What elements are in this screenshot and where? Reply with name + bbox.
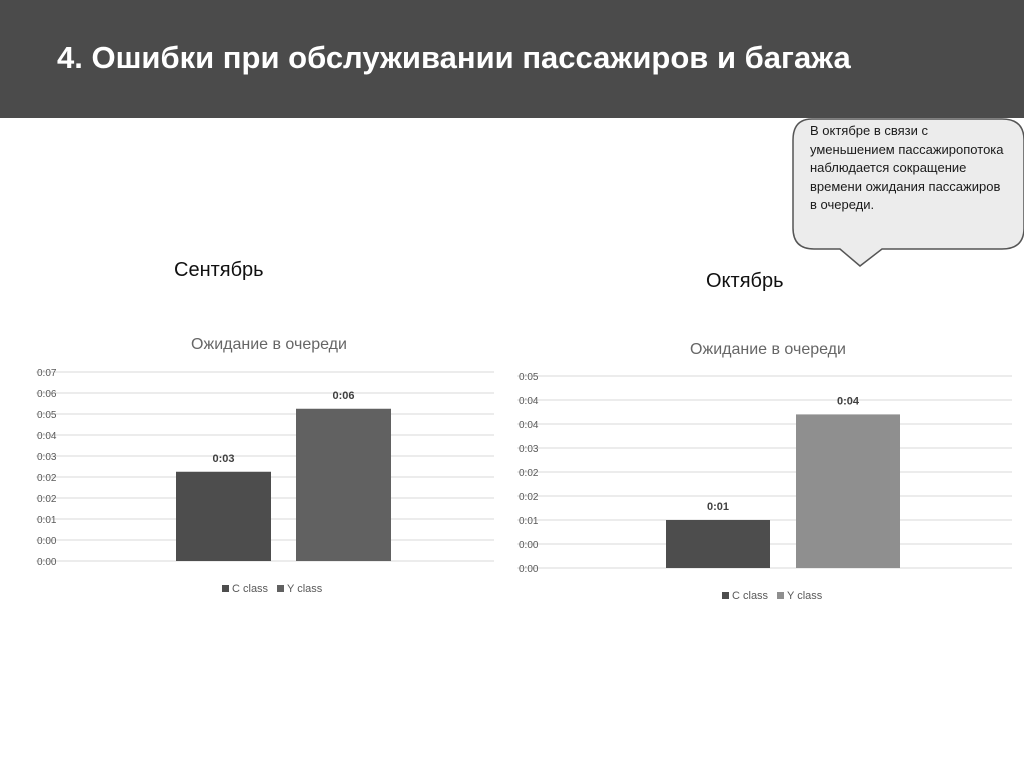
slide-title: 4. Ошибки при обслуживании пассажиров и багажа	[57, 40, 851, 75]
chart-september	[0, 320, 512, 610]
callout-bubble	[790, 118, 1024, 268]
month-label-september: Сентябрь	[174, 259, 264, 281]
month-label-october: Октябрь	[706, 270, 784, 292]
y-tick-label: 0:00	[519, 540, 539, 551]
y-tick-label: 0:04	[519, 396, 539, 407]
y-tick-label: 0:01	[37, 515, 57, 526]
bar-c-class	[176, 472, 271, 561]
y-tick-label: 0:02	[519, 492, 539, 503]
y-tick-label: 0:00	[37, 536, 57, 547]
y-tick-label: 0:05	[519, 372, 539, 383]
bar-c-class	[666, 520, 770, 568]
legend-swatch	[777, 592, 784, 599]
y-tick-label: 0:03	[519, 444, 539, 455]
y-tick-label: 0:06	[37, 389, 57, 400]
y-tick-label: 0:07	[37, 368, 57, 379]
data-label: 0:03	[212, 452, 235, 465]
y-tick-label: 0:02	[519, 468, 539, 479]
y-tick-label: 0:05	[37, 410, 57, 421]
y-tick-label: 0:04	[519, 420, 539, 431]
legend-swatch	[277, 585, 284, 592]
data-label: 0:01	[706, 501, 730, 513]
legend-label: Y class	[787, 590, 823, 602]
chart-october	[500, 330, 1024, 615]
y-tick-label: 0:04	[37, 431, 57, 442]
data-label: 0:06	[332, 389, 355, 402]
slide-header	[0, 0, 1024, 118]
data-label: 0:04	[836, 395, 860, 408]
y-tick-label: 0:02	[37, 494, 57, 505]
legend-label: Y class	[287, 583, 323, 595]
legend-label: C class	[232, 583, 269, 595]
y-tick-label: 0:01	[519, 516, 539, 527]
bar-y-class	[796, 414, 900, 568]
legend-swatch	[722, 592, 729, 599]
y-tick-label: 0:00	[519, 564, 539, 575]
y-tick-label: 0:03	[37, 452, 57, 463]
chart-title: Ожидание в очереди	[191, 336, 347, 353]
legend-label: C class	[732, 590, 769, 602]
chart-title: Ожидание в очереди	[690, 341, 846, 358]
y-tick-label: 0:00	[37, 557, 57, 568]
callout-text: В октябре в связи с уменьшением пассажиропотока наблюдается сокращение времени ожидания пассажиров в очереди.	[810, 123, 1004, 212]
bar-y-class	[296, 409, 391, 561]
legend-swatch	[222, 585, 229, 592]
y-tick-label: 0:02	[37, 473, 57, 484]
